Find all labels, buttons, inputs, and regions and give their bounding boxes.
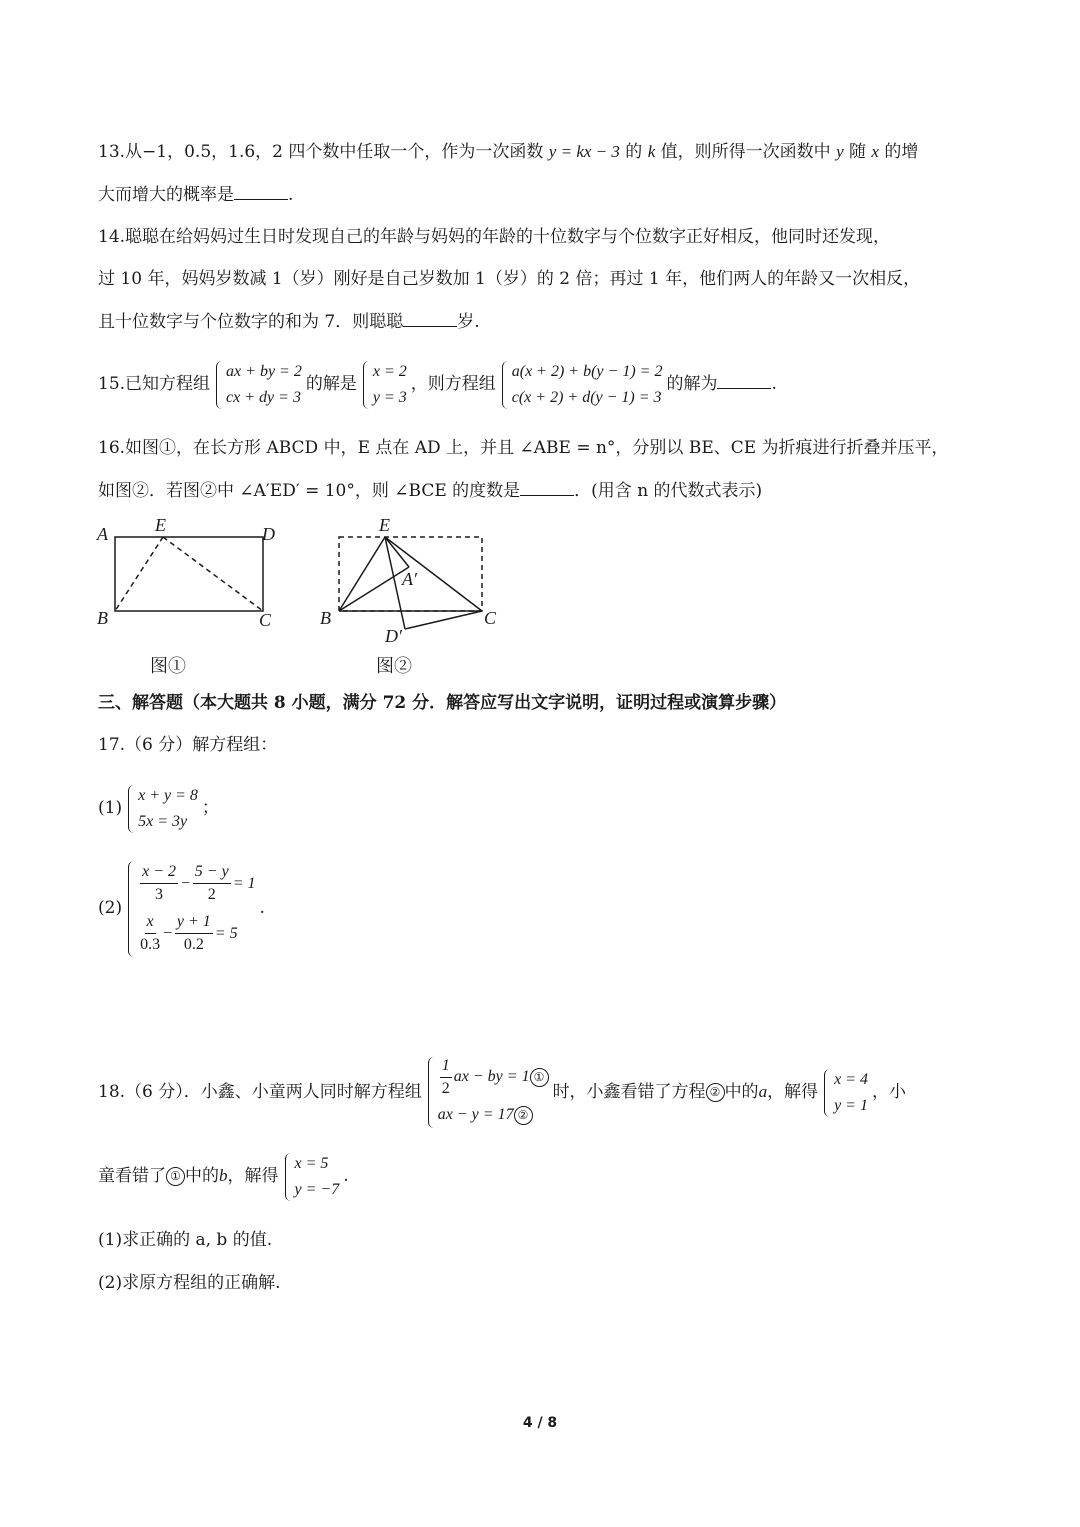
q15-sys2-row1: a(x + 2) + b(y − 1) = 2 <box>511 362 663 380</box>
fig1-label-a: A <box>97 524 108 544</box>
q13-text-d: 随 <box>849 142 867 162</box>
q14-line3-end: 岁. <box>457 312 480 332</box>
q18-mid1: 时，小鑫看错了方程 <box>552 1082 706 1102</box>
q17-p2-r2-rhs: = 5 <box>214 924 238 942</box>
q13-var-y: y <box>836 142 844 161</box>
fig2-line-eb <box>339 537 385 611</box>
q15-sys1-row1: ax + by = 2 <box>226 362 302 380</box>
q17-p2-r2-d2: 0.2 <box>183 936 204 954</box>
q16-line2 <box>98 479 762 502</box>
fig1-label-e: E <box>155 515 166 535</box>
q17-p2-row1 <box>138 859 255 909</box>
q18-mark-1: ① <box>530 1068 549 1087</box>
q18-line2 <box>98 1148 349 1204</box>
q14-line3 <box>98 310 480 333</box>
q13-line2 <box>98 183 293 206</box>
q13-var-x: x <box>871 142 879 161</box>
q17-part1 <box>98 780 219 836</box>
q15-sys1-row2: cx + dy = 3 <box>226 388 301 406</box>
page-number: 4 / 8 <box>522 1415 558 1431</box>
q15-sol1-row1: x = 2 <box>372 362 407 380</box>
q17-p2-r1-op: − <box>180 874 191 892</box>
fig1-label-d: D <box>262 524 275 544</box>
q16-line2-text: 如图②．若图②中 ∠A′ED′ = 10°，则 ∠BCE 的度数是 <box>98 481 521 501</box>
q15-sys2-row2: c(x + 2) + d(y − 1) = 3 <box>511 388 662 406</box>
q15-mid1: 的解是 <box>305 374 357 394</box>
q17-p2-r1-n2: 5 − y <box>193 861 231 884</box>
fig2-label-d-prime: D′ <box>385 626 402 646</box>
figure-2-folded <box>315 512 515 682</box>
q15-answer-blank[interactable] <box>717 372 771 389</box>
q18-sol2-row2: y = −7 <box>294 1180 340 1198</box>
q18-mid3: ，解得 <box>767 1082 819 1102</box>
q17-part2 <box>98 856 265 960</box>
q13-text-e: 的增 <box>884 142 919 162</box>
q17-p2-r1-d2: 2 <box>207 886 216 904</box>
q18-solution-2 <box>283 1151 340 1203</box>
fig2-label-b: B <box>320 608 331 628</box>
q13-text-c: 值，则所得一次函数中 <box>660 142 831 162</box>
fig2-label-e: E <box>379 515 390 535</box>
q18-prefix: 18.（6 分）．小鑫、小童两人同时解方程组 <box>98 1082 422 1102</box>
q13-var-k: k <box>647 142 656 161</box>
fig2-caption: 图② <box>376 656 412 677</box>
q17-p2-end: . <box>259 898 265 918</box>
fig1-line-be <box>115 537 163 611</box>
fig2-label-c: C <box>484 608 497 628</box>
q18-inline-mark-2: ② <box>706 1083 725 1102</box>
fig1-label-c: C <box>259 610 272 630</box>
q17-p1-end: ； <box>201 798 219 818</box>
q17-p2-r1-d1: 3 <box>155 886 164 904</box>
q18-mid4: ，小 <box>871 1082 906 1102</box>
q18-frac-den: 2 <box>441 1080 450 1097</box>
q18-sys-row1 <box>438 1055 549 1100</box>
q17-p2-label: (2) <box>98 898 123 918</box>
q17-p1-label: (1) <box>98 798 123 818</box>
q18-line2-c: ，解得 <box>227 1166 279 1186</box>
q18-system <box>426 1055 549 1130</box>
q15-system-1 <box>214 359 302 411</box>
q17-p1-row1: x + y = 8 <box>138 786 198 804</box>
q13-text-b: 的 <box>625 142 643 162</box>
q18-line2-b: 中的 <box>185 1166 219 1186</box>
q17-p2-row2 <box>138 909 255 959</box>
q17-p2-r2-d1: 0.3 <box>140 936 161 954</box>
q18-sys-row2-text: ax − y = 17 <box>437 1106 514 1123</box>
q17-p2-r1-frac2 <box>193 861 231 906</box>
q17-title: 17.（6 分）解方程组： <box>98 735 278 755</box>
q13-equation: y = kx − 3 <box>548 142 620 161</box>
q14-line3-text: 且十位数字与个位数字的和为 7．则聪聪 <box>98 312 404 332</box>
q15-mid2: ，则方程组 <box>410 374 496 394</box>
q18-mark-2: ② <box>514 1106 533 1125</box>
q13-answer-blank[interactable] <box>234 183 288 200</box>
q17-p2-system <box>126 859 255 959</box>
fig1-line-ce <box>163 537 263 611</box>
q17-p2-r2-n1: x <box>145 911 156 934</box>
q14-line1: 14.聪聪在给妈妈过生日时发现自己的年龄与妈妈的年龄的十位数字与个位数字正好相反，他同时还发现， <box>98 227 891 247</box>
fig2-label-a-prime: A′ <box>402 569 417 589</box>
fig1-caption: 图① <box>150 656 186 677</box>
q18-sys-row1-rest: ax − by = 1 <box>453 1068 530 1086</box>
q15-sol1-row2: y = 3 <box>372 388 407 406</box>
q18-frac-num: 1 <box>440 1055 452 1078</box>
q15-prefix: 15.已知方程组 <box>98 374 211 394</box>
q13-text-a: 13.从−1，0.5，1.6，2 四个数中任取一个，作为一次函数 <box>98 142 544 162</box>
q18-line2-a: 童看错了 <box>98 1166 166 1186</box>
q18-sol1-row1: x = 4 <box>834 1070 868 1088</box>
q17-p1-row2: 5x = 3y <box>138 812 188 830</box>
q18-mid2: 中的 <box>724 1082 759 1102</box>
q15-line <box>98 356 777 412</box>
q15-system-2 <box>500 359 663 411</box>
q18-line1 <box>98 1055 906 1130</box>
q18-half-frac <box>440 1055 452 1100</box>
q18-inline-mark-1: ① <box>166 1167 185 1186</box>
figure-1-rectangle <box>95 512 295 682</box>
q17-p2-r2-op: − <box>162 924 173 942</box>
q16-line2-end: ．(用含 n 的代数式表示) <box>574 481 763 501</box>
q13-line2-text: 大而增大的概率是 <box>98 185 234 205</box>
fig2-line-ec <box>385 537 482 611</box>
q18-sys-row2 <box>438 1100 549 1130</box>
q13-line2-end: . <box>288 185 294 205</box>
q14-line2: 过 10 年，妈妈岁数减 1（岁）刚好是自己岁数加 1（岁）的 2 倍；再过 1 年，他们两人的年龄又一次相反， <box>98 269 921 289</box>
q18-solution-1 <box>822 1067 868 1119</box>
q13-line1 <box>98 141 918 163</box>
q18-line2-end: . <box>343 1166 349 1186</box>
q17-p2-r2-frac1 <box>140 911 160 956</box>
q18-part1: (1)求正确的 a, b 的值. <box>98 1230 273 1250</box>
q18-var-a: a <box>758 1082 768 1101</box>
q16-line1: 16.如图①，在长方形 ABCD 中，E 点在 AD 上，并且 ∠ABE = n°，分别以 BE、CE 为折痕进行折叠并压平， <box>98 438 949 458</box>
q14-answer-blank[interactable] <box>403 310 457 327</box>
q18-part2: (2)求原方程组的正确解. <box>98 1273 281 1293</box>
q16-answer-blank[interactable] <box>520 479 574 496</box>
q18-var-b: b <box>219 1166 228 1185</box>
fig2-line-ba <box>339 567 409 611</box>
q17-p2-r1-frac1 <box>140 861 178 906</box>
q15-end: . <box>771 374 777 394</box>
q17-p2-r1-rhs: = 1 <box>232 874 256 892</box>
fig1-rect-abcd <box>115 537 263 611</box>
q17-p2-r1-n1: x − 2 <box>140 861 178 884</box>
q18-sol1-row2: y = 1 <box>834 1096 868 1114</box>
fig1-label-b: B <box>97 608 108 628</box>
fig2-line-dc <box>405 611 482 629</box>
q15-suffix: 的解为 <box>666 374 718 394</box>
q17-p2-r2-n2: y + 1 <box>175 911 213 934</box>
q15-solution-1 <box>361 359 407 411</box>
q18-sol2-row1: x = 5 <box>294 1154 329 1172</box>
section3-heading: 三、解答题（本大题共 8 小题，满分 72 分．解答应写出文字说明，证明过程或演算步骤） <box>98 693 787 713</box>
q17-p1-system <box>126 783 198 835</box>
q17-p2-r2-frac2 <box>175 911 213 956</box>
